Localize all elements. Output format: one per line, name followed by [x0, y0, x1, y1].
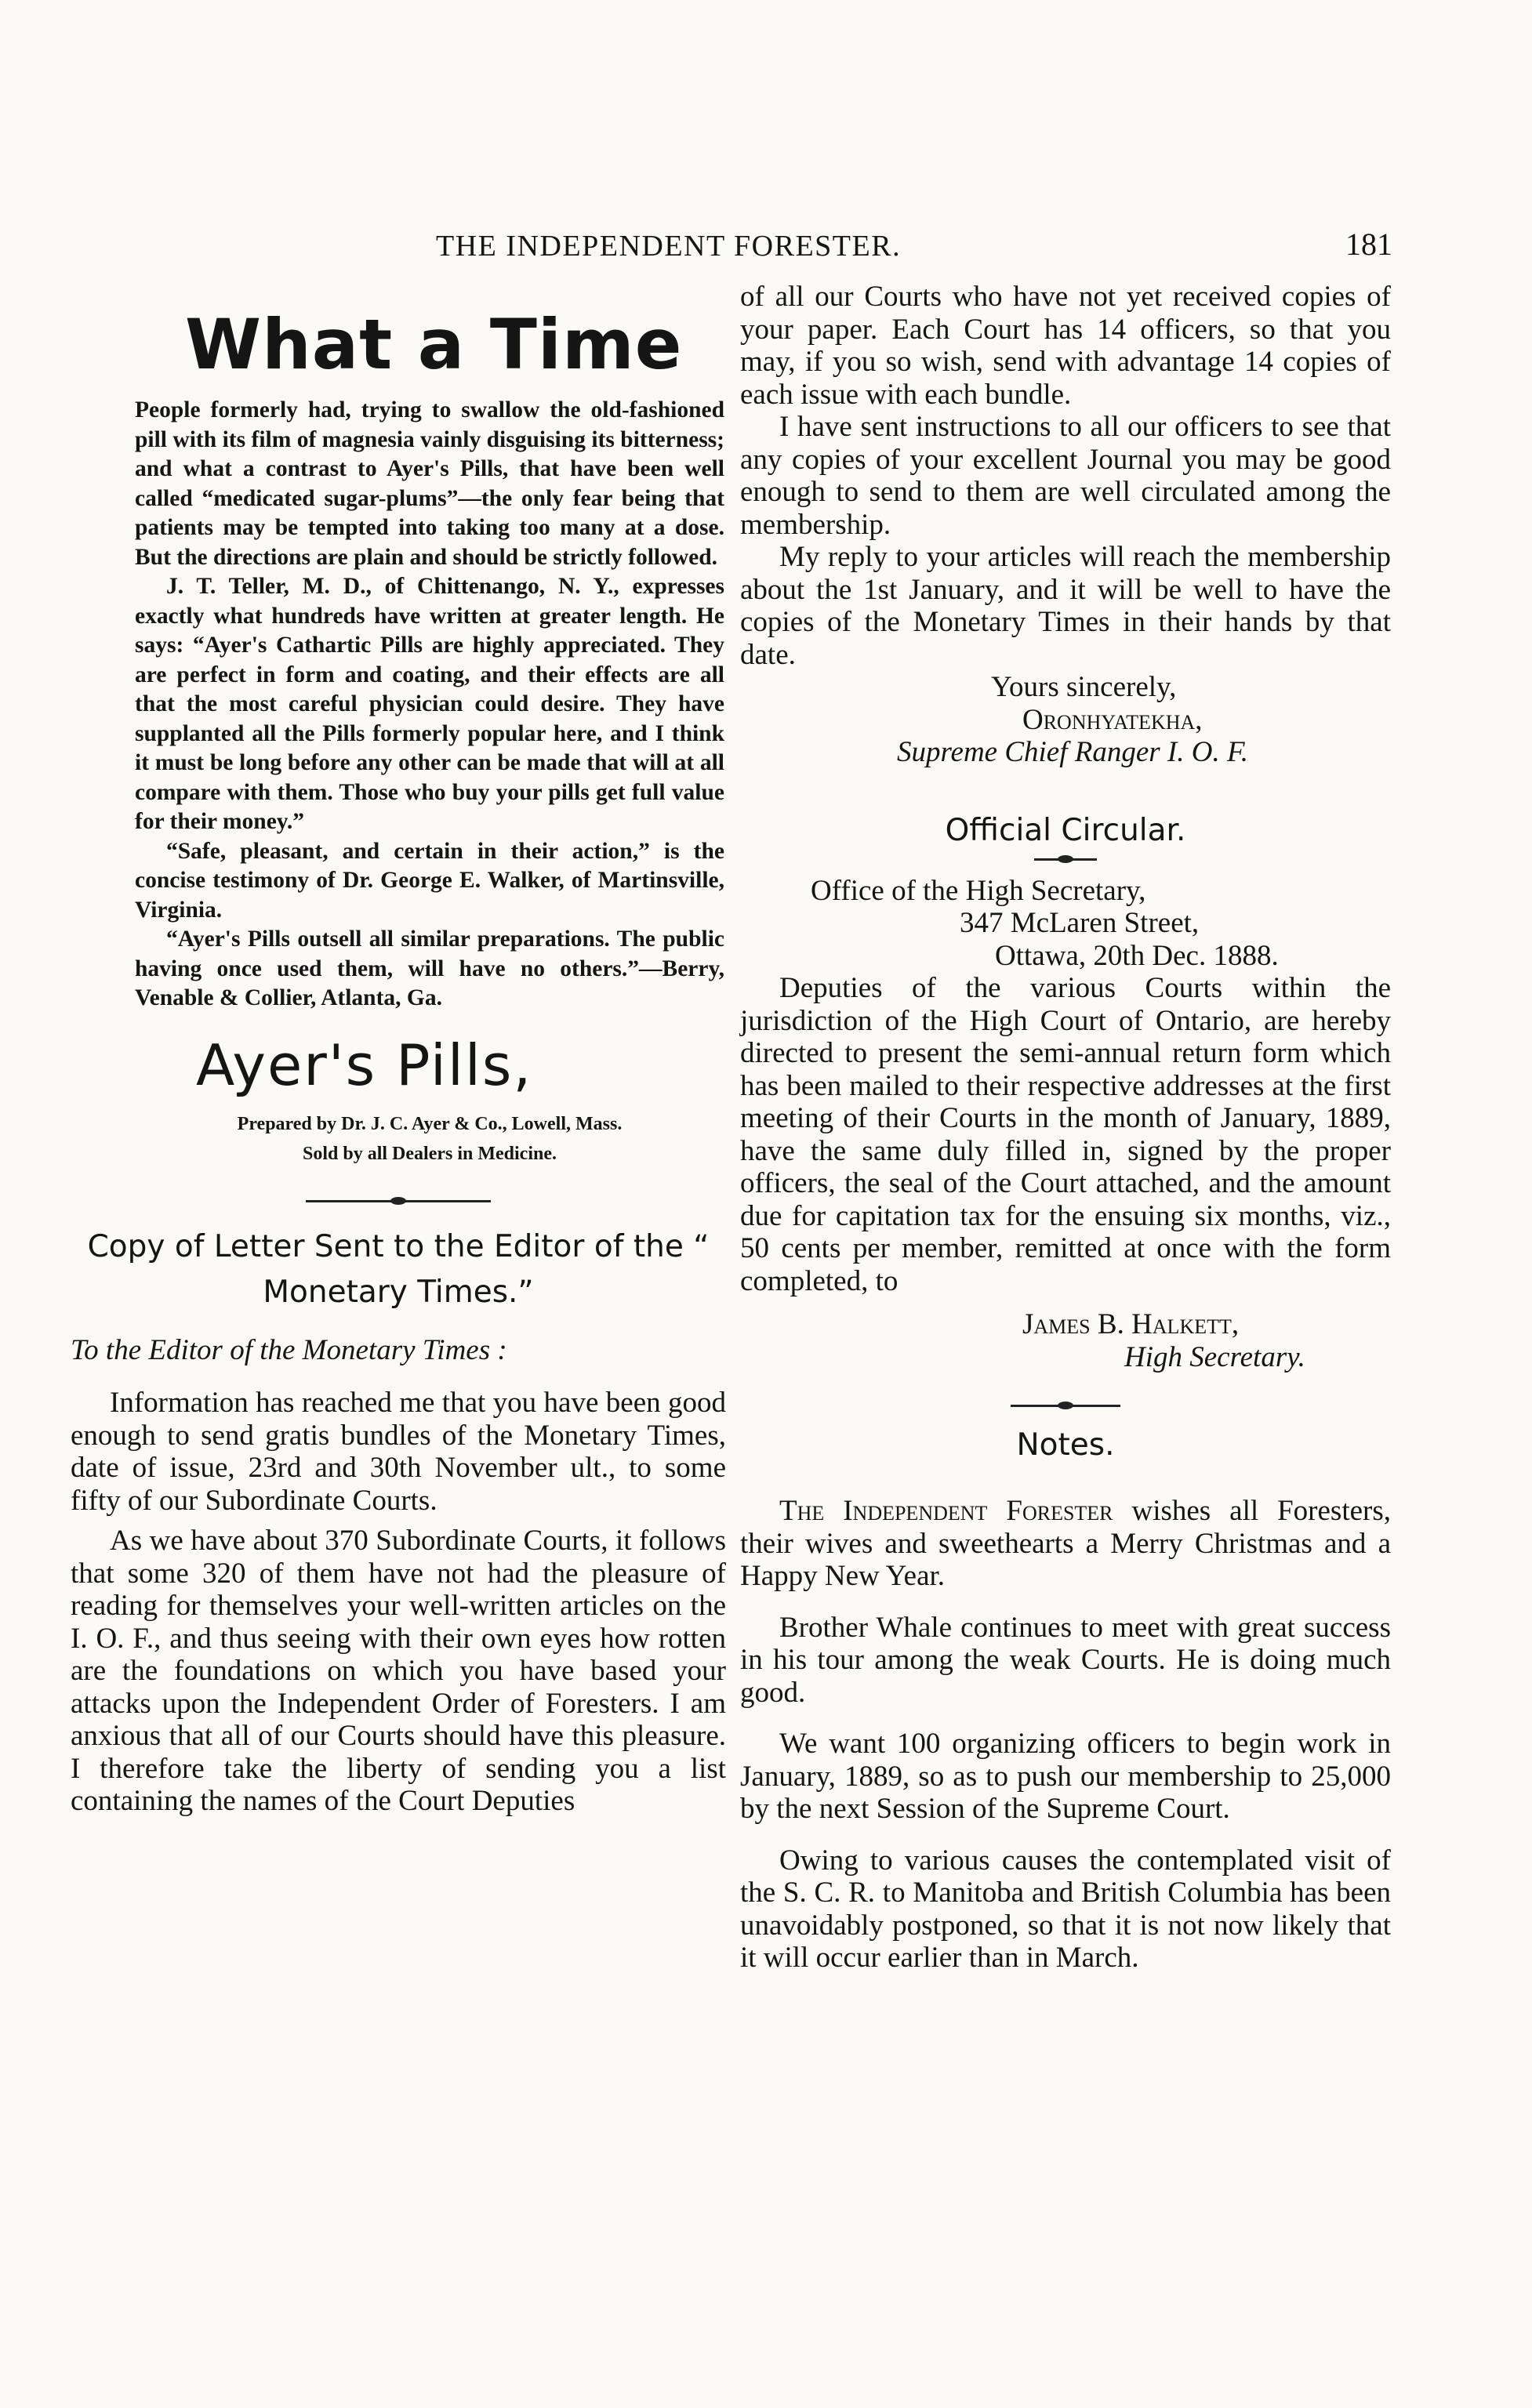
ad-body [135, 396, 724, 1014]
letter-paragraph: As we have about 370 Subordinate Courts, it follows that some 320 of them have not had the pleasure of reading for themselves your well-written articles on the I. O. F., and thus seeing with their own eyes how rotten are the foundations on which you have based your attacks upon the Independent Order of Foresters. I am anxious that all of our Courts should have this pleasure. I therefore take the liberty of sending you a list containing the names of the Court Deputies [71, 1525, 726, 1817]
circular-signer-title: High Secretary. [1124, 1340, 1305, 1373]
circular-body [740, 972, 1391, 1297]
ad-footer [133, 1109, 726, 1169]
ad-paragraph: J. T. Teller, M. D., of Chittenango, N. Y., expresses exactly what hundreds have written at greater length. He says: “Ayer's Cathartic Pills are highly appreciated. They are perfect in form and coating, and their effects are all that the most careful physician could desire. They have supplanted all the Pills formerly popular here, and I think it must be long before any other can be made that will at all compare with them. Those who buy your pills get full value for their money.” [135, 574, 724, 834]
notes-body [740, 1495, 1391, 1975]
ad-prepared-by: Prepared by Dr. J. C. Ayer & Co., Lowell, Mass. [237, 1113, 623, 1134]
ad-title: What a Time [185, 304, 683, 385]
circular-heading: Official Circular. [945, 812, 1186, 848]
note-item: Brother Whale continues to meet with great success in his tour among the weak Courts. He is doing much good. [740, 1611, 1391, 1709]
note-lead-caps: The Independent Forester [779, 1495, 1113, 1527]
note-item: The Independent Forester wishes all Foresters, their wives and sweethearts a Merry Christmas and a Happy New Year. [740, 1495, 1391, 1592]
note-item: Owing to various causes the contemplated visit of the S. C. R. to Manitoba and British Columbia has been unavoidably postponed, so that it is not now likely that it will occur earlier than in March. [740, 1844, 1391, 1974]
circular-address-line: 347 McLaren Street, [960, 907, 1200, 939]
advertisement [71, 304, 726, 1169]
page-number: 181 [1345, 227, 1392, 262]
ad-paragraph: People formerly had, trying to swallow the old-fashioned pill with its film of magnesia vainly disguising its bitterness; and what a contrast to Ayer's Pills, that have been well called “medicated sugar-plums”—the only fear being that patients may be tempted into taking too many at a dose. But the directions are plain and should be strictly followed. [135, 397, 724, 570]
circular-paragraph: Deputies of the various Courts within the jurisdiction of the High Court of Ontario, are hereby directed to present the semi-annual return form which has been mailed to their respective addresses at the first meeting of their Courts in the month of January, 1889, have the same duly filled in, signed by the proper officers, the seal of the Court attached, and the amount due for capitation tax for the ensuing six months, viz., 50 cents per member, remitted at once with the form completed, to [740, 972, 1391, 1297]
ad-product-name: Ayer's Pills, [196, 1032, 533, 1098]
letter-body [71, 1334, 726, 1818]
letter-closing: Yours sincerely, [991, 671, 1177, 703]
heading-rule [1034, 858, 1097, 861]
letter-continued [740, 281, 1391, 671]
circular-signer: James B. Halkett, [1022, 1308, 1240, 1340]
letter-signer: Oronhyatekha, [1022, 703, 1203, 736]
letter-paragraph: Information has reached me that you have been good enough to send gratis bundles of the Monetary Times, date of issue, 23rd and 30th November ult., to some fifty of our Subordinate Courts. [71, 1387, 726, 1517]
notes-heading: Notes. [1016, 1427, 1115, 1463]
ad-paragraph: “Safe, pleasant, and certain in their action,” is the concise testimony of Dr. George E. Walker, of Martinsville, Virginia. [135, 838, 724, 923]
right-column [740, 281, 1391, 1975]
letter-salutation: To the Editor of the Monetary Times : [71, 1333, 507, 1366]
circular-address-line: Ottawa, 20th Dec. 1888. [995, 939, 1279, 972]
letter-signer-title: Supreme Chief Ranger I. O. F. [897, 736, 1249, 768]
page-header [436, 223, 1392, 270]
circular-address-line: Office of the High Secretary, [811, 874, 1146, 907]
running-title: THE INDEPENDENT FORESTER. [436, 230, 902, 263]
ad-paragraph: “Ayer's Pills outsell all similar preparations. The public having once used them, will have no others.”—Berry, Venable & Collier, Atlanta, Ga. [135, 927, 724, 1010]
section-divider [1011, 1405, 1120, 1407]
letter-paragraph: My reply to your articles will reach the membership about the 1st January, and it will be well to have the copies of the Monetary Times in their hands by that date. [740, 541, 1391, 671]
letter-paragraph: of all our Courts who have not yet received copies of your paper. Each Court has 14 officers, so that you may, if you so wish, send with advantage 14 copies of each issue with each bundle. [740, 281, 1391, 411]
letter-paragraph: I have sent instructions to all our officers to see that any copies of your excellent Journal you may be good enough to send to them are well circulated among the membership. [740, 411, 1391, 541]
letter-heading: Copy of Letter Sent to the Editor of the “ Monetary Times.” [87, 1228, 710, 1310]
note-item: We want 100 organizing officers to begin work in January, 1889, so as to push our membership to 25,000 by the next Session of the Supreme Court. [740, 1728, 1391, 1825]
section-divider [306, 1200, 491, 1202]
ad-sold-by: Sold by all Dealers in Medicine. [303, 1143, 557, 1164]
left-column [71, 281, 726, 1818]
